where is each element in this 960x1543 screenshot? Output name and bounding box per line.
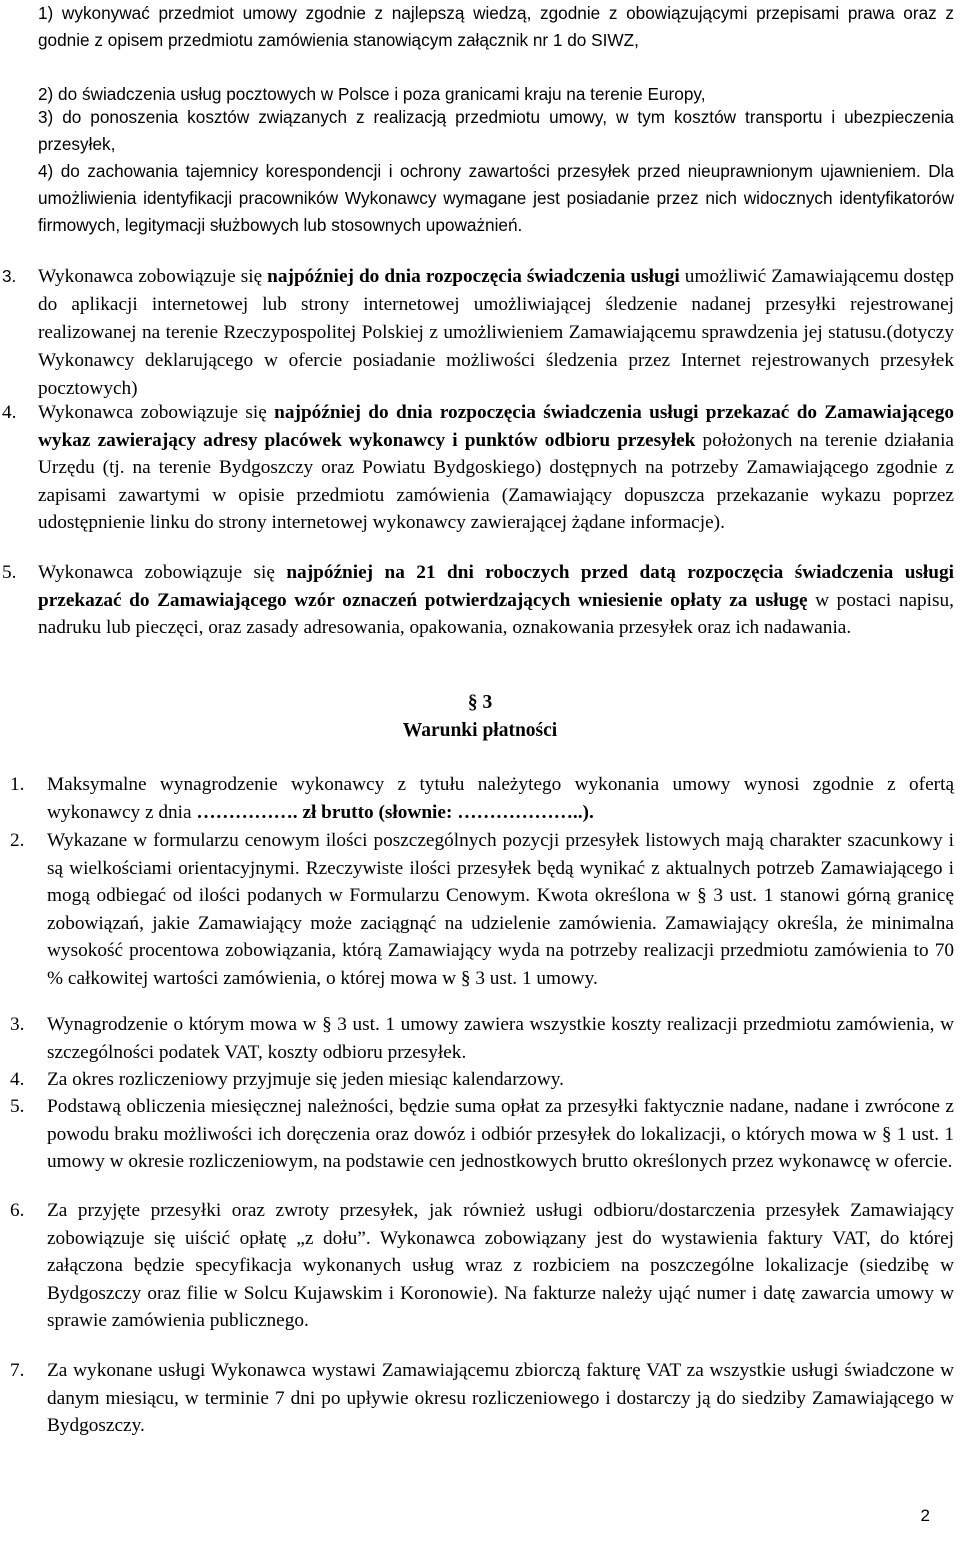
paragraph-4 [38, 399, 954, 537]
section-title: Warunki płatności [402, 720, 558, 741]
paragraph-number: 4. [2, 402, 17, 423]
paragraph-3-bold: najpóźniej do dnia rozpoczęcia świadczenia usługi [267, 266, 680, 287]
paragraph-3 [38, 263, 954, 403]
paragraph-4-text-end: położonych na terenie działania Urzędu (tj. na terenie Bydgoszczy oraz Powiatu Bydgoskiego) dostępnych na potrzeby Zamawiającego zgodnie z zapisami zawartymi w opisie przedmiotu zamówienia (Zamawiający dopuszcza przekazanie wykazu poprzez udostępnienie linku do strony internetowej wykonawcy zawierającej żądane informacje). [38, 429, 954, 534]
paragraph-3-text-end: umożliwić Zamawiającemu dostęp do aplikacji internetowej lub strony internetowej umożliwiającej śledzenie nadanej przesyłki rejestrowanej realizowanej na terenie Rzeczypospolitej Polskiej z umożliwieniem Zamawiającemu sprawdzenia jej statusu.(dotyczy Wykonawcy deklarującego w ofercie posiadanie możliwości śledzenia przez Internet rejestrowanych przesyłek pocztowych) [38, 266, 954, 400]
paragraph-number: 3. [2, 266, 17, 286]
payment-item-6: Za przyjęte przesyłki oraz zwroty przesyłek, jak również usługi odbioru/dostarczenia przesyłek Zamawiający zobowiązuje się uiścić opłatę „z dołu”. Wykonawca zobowiązany jest do wystawienia faktury VAT, do której załączona będzie specyfikacja wykonanych usług wraz z rozbiciem na poszczególne lokalizacje (siedzibę w Bydgoszczy oraz filie w Solcu Kujawskim i Koronowie). Na fakturze należy ująć numer i datę zawarcia umowy w sprawie zamówienia publicznego. [47, 1200, 954, 1332]
payment-item-3: Wynagrodzenie o którym mowa w § 3 ust. 1 umowy zawiera wszystkie koszty realizacji przedmiotu zamówienia, w szczególności podatek VAT, koszty odbioru przesyłek. [47, 1014, 954, 1063]
paragraph-5-text-start: Wykonawca zobowiązuje się [38, 562, 287, 583]
section-number: § 3 [467, 692, 493, 713]
paragraph-5 [38, 559, 954, 642]
payment-item-7: Za wykonane usługi Wykonawca wystawi Zamawiającemu zbiorczą fakturę VAT za wszystkie usługi świadczone w danym miesiącu, w terminie 7 dni po upływie okresu rozliczeniowego i dostarczy ją do siedziby Zamawiającego w Bydgoszczy. [47, 1360, 954, 1437]
obligation-item-3: 3) do ponoszenia kosztów związanych z realizacją przedmiotu umowy, w tym kosztów transportu i ubezpieczenia przesyłek, [38, 107, 954, 155]
item-number: 4. [10, 1069, 25, 1090]
paragraph-5-bold: najpóźniej na 21 dni roboczych przed datą rozpoczęcia świadczenia usługi przekazać do Zamawiającego wzór oznaczeń potwierdzających wniesienie opłaty za usługę [38, 562, 954, 611]
item-number: 1. [10, 774, 25, 795]
page-number: 2 [920, 1506, 930, 1525]
obligation-item-4: 4) do zachowania tajemnicy korespondencji i ochrony zawartości przesyłek przed nieuprawnionym ujawnieniem. Dla umożliwienia identyfikacji pracowników Wykonawcy wymagane jest posiadanie przez nich widocznych identyfikatorów firmowych, legitymacji służbowych lub stosownych upoważnień. [38, 161, 954, 236]
payment-item-1-text: Maksymalne wynagrodzenie wykonawcy z tytułu należytego wykonania umowy wynosi zgodnie z ofertą wykonawcy z dnia [47, 774, 954, 823]
paragraph-4-bold: najpóźniej do dnia rozpoczęcia świadczenia usługi przekazać do Zamawiającego wykaz zawierający adresy placówek wykonawcy i punktów odbioru przesyłek [38, 402, 955, 451]
payment-item-5: Podstawą obliczenia miesięcznej należności, będzie suma opłat za przesyłki faktycznie nadane, nadane i zwrócone z powodu braku możliwości ich doręczenia oraz dowóz i odbiór przesyłek do lokalizacji, o których mowa w § 1 ust. 1 umowy w okresie rozliczeniowym, na podstawie cen jednostkowych brutto określonych przez wykonawcę w ofercie. [47, 1096, 954, 1173]
paragraph-4-text-start: Wykonawca zobowiązuje się [38, 402, 275, 423]
item-number: 3. [10, 1014, 25, 1035]
paragraph-3-text-start: Wykonawca zobowiązuje się [38, 266, 268, 287]
payment-item-1-bold: ……………. zł brutto (słownie: ………………..). [196, 801, 594, 823]
obligation-item-2: 2) do świadczenia usług pocztowych w Polsce i poza granicami kraju na terenie Europy, [38, 84, 706, 104]
payment-item-1 [47, 771, 954, 826]
paragraph-5-text-end: w postaci napisu, nadruku lub pieczęci, oraz zasady adresowania, opakowania, oznakowania przesyłek oraz ich nadawania. [38, 589, 955, 639]
obligation-item-1: 1) wykonywać przedmiot umowy zgodnie z najlepszą wiedzą, zgodnie z obowiązującymi przepisami prawa oraz z godnie z opisem przedmiotu zamówienia stanowiącym załącznik nr 1 do SIWZ, [38, 3, 954, 51]
payment-item-4: Za okres rozliczeniowy przyjmuje się jeden miesiąc kalendarzowy. [47, 1069, 564, 1090]
item-number: 6. [10, 1200, 25, 1221]
item-number: 2. [10, 830, 25, 851]
paragraph-number: 5. [2, 562, 17, 583]
item-number: 5. [10, 1096, 25, 1117]
payment-item-2: Wykazane w formularzu cenowym ilości poszczególnych pozycji przesyłek listowych mają charakter szacunkowy i są wielkościami orientacyjnymi. Rzeczywiste ilości przesyłek będą wynikać z aktualnych potrzeb Zamawiającego i mogą odbiegać od ilości podanych w Formularzu Cenowym. Kwota określona w § 3 ust. 1 stanowi górną granicę zobowiązań, jakie Zamawiający może zaciągnąć na udzielenie zamówienia. Zamawiający określa, że minimalna wysokość procentowa zobowiązania, którą Zamawiający wyda na potrzeby realizacji przedmiotu zamówienia to 70 % całkowitej wartości zamówienia, o której mowa w § 3 ust. 1 umowy. [47, 830, 954, 989]
item-number: 7. [10, 1360, 25, 1381]
